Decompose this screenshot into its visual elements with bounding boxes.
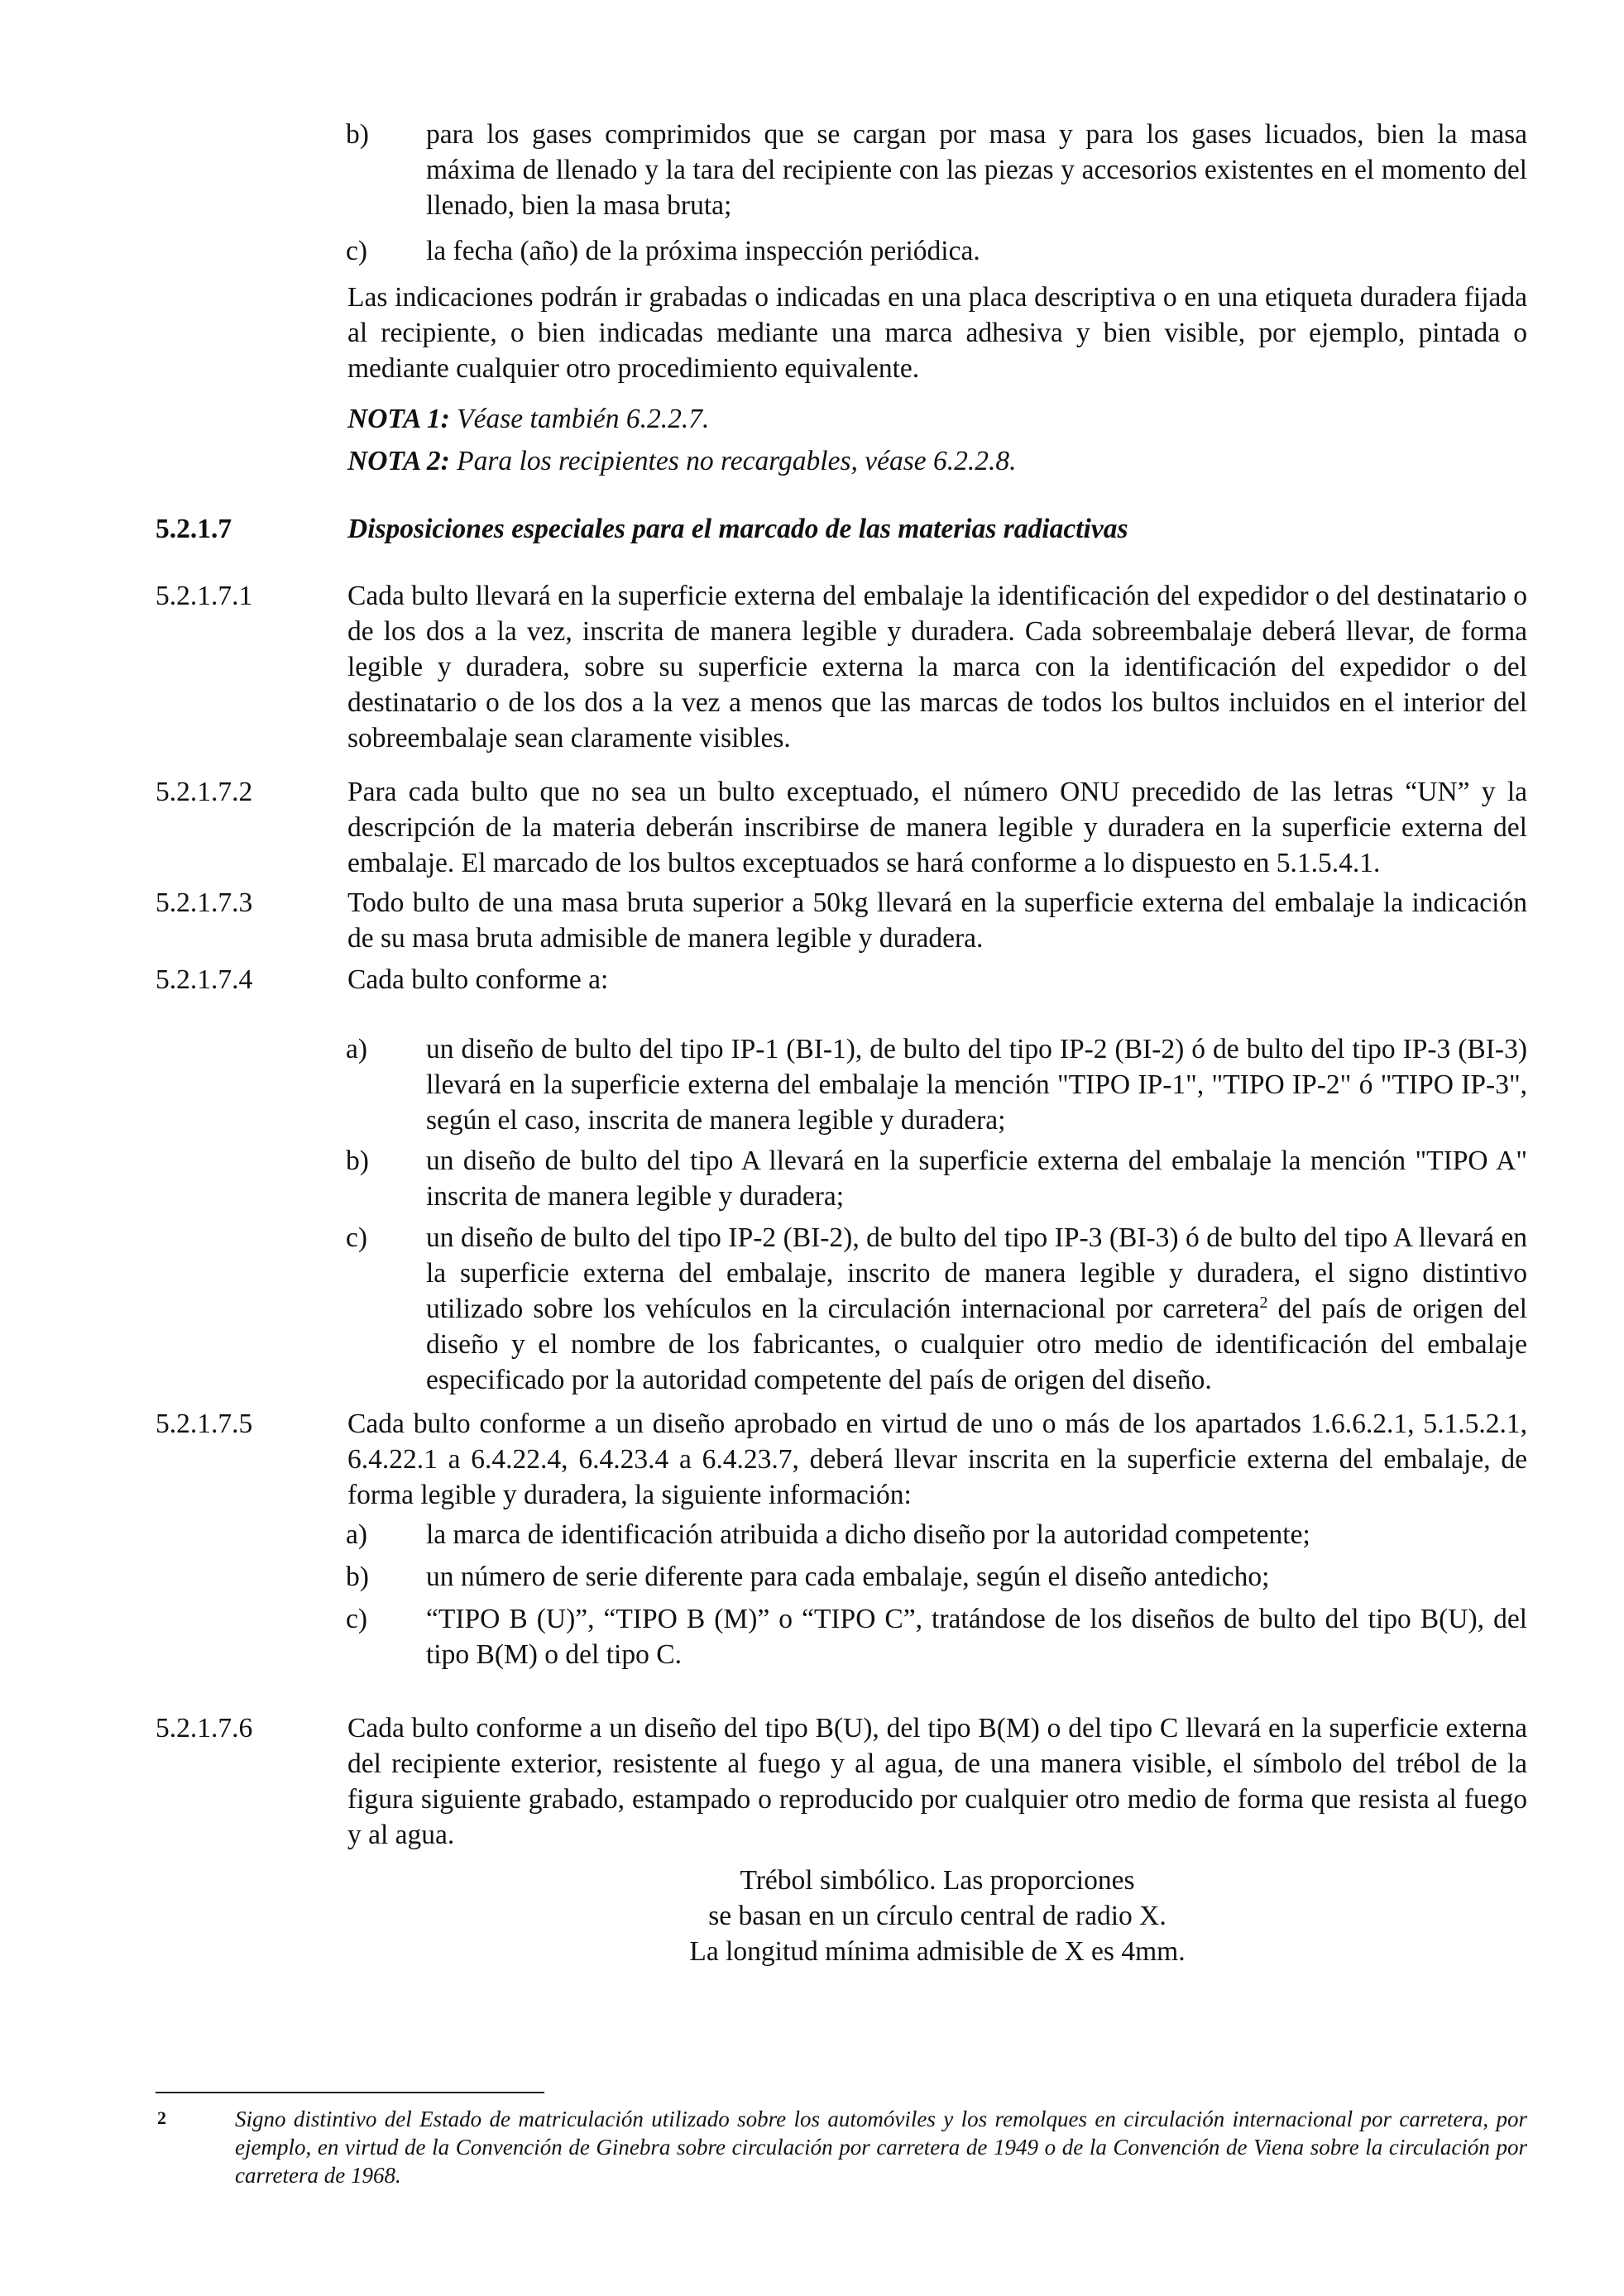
figure-caption	[347, 1863, 1527, 1969]
list-item-label: b)	[346, 119, 369, 150]
caption-line: La longitud mínima admisible de X es 4mm.	[689, 1936, 1186, 1967]
subsection-text: Cada bulto conforme a un diseño aprobado en virtud de uno o más de los apartados 1.6.6.2.1, 5.1.5.2.1, 6.4.22.1 a 6.4.22.4, 6.4.23.4 a 6.4.23.7, deberá llevar inscrita en la superficie externa del embalaje, de forma legible y duradera, la siguiente información:	[347, 1409, 1527, 1510]
list-item-text-part: del país de origen del diseño y el nombre de los fabricantes, o cualquier otro medio de identificación del embalaje especificado por la autoridad competente del país de origen del diseño.	[426, 1294, 1527, 1395]
list-item-label: b)	[346, 1146, 369, 1176]
note-text: Véase también 6.2.2.7.	[449, 404, 710, 434]
note	[347, 443, 1017, 479]
subsection-text: Cada bulto conforme a un diseño del tipo B(U), del tipo B(M) o del tipo C llevará en la superficie externa del recipiente exterior, resistente al fuego y al agua, de una manera visible, el símbolo del trébol de la figura siguiente grabado, estampado o reproducido por cualquier otro medio de forma que resista al fuego y al agua.	[347, 1713, 1527, 1850]
list-item-text	[426, 1220, 1527, 1398]
list-item-label: c)	[346, 1604, 368, 1634]
subsection-text: Cada bulto conforme a:	[347, 964, 609, 995]
list-item-text: un diseño de bulto del tipo A llevará en la superficie externa del embalaje la mención "TIPO A" inscrita de manera legible y duradera;	[426, 1146, 1527, 1212]
list-item-text: la marca de identificación atribuida a dicho diseño por la autoridad competente;	[426, 1519, 1310, 1550]
list-item-text: “TIPO B (U)”, “TIPO B (M)” o “TIPO C”, tratándose de los diseños de bulto del tipo B(U), del tipo B(M) o del tipo C.	[426, 1604, 1527, 1670]
list-item-label: c)	[346, 236, 368, 266]
list-item-label: b)	[346, 1562, 369, 1592]
caption-line: se basan en un círculo central de radio X.	[708, 1901, 1167, 1931]
list-item-text: la fecha (año) de la próxima inspección periódica.	[426, 236, 980, 266]
section-number: 5.2.1.7	[156, 514, 232, 544]
subsection-number: 5.2.1.7.1	[156, 581, 253, 611]
subsection-number: 5.2.1.7.6	[156, 1713, 253, 1744]
list-item-text: un número de serie diferente para cada embalaje, según el diseño antedicho;	[426, 1562, 1270, 1592]
list-item-label: c)	[346, 1222, 368, 1253]
list-item-text: para los gases comprimidos que se cargan por masa y para los gases licuados, bien la masa máxima de llenado y la tara del recipiente con las piezas y accesorios existentes en el momento del llenado, bien la masa bruta;	[426, 119, 1527, 221]
section-title: Disposiciones especiales para el marcado de las materias radiactivas	[347, 514, 1128, 544]
intro-paragraph: Las indicaciones podrán ir grabadas o indicadas en una placa descriptiva o en una etiqueta duradera fijada al recipiente, o bien indicadas mediante una marca adhesiva y bien visible, por ejemplo, pintada o mediante cualquier otro procedimiento equivalente.	[347, 282, 1527, 384]
note-label: NOTA 2:	[347, 446, 450, 476]
subsection-number: 5.2.1.7.2	[156, 777, 253, 807]
list-item-text-part: un diseño de bulto del tipo IP-2 (BI-2), de bulto del tipo IP-3 (BI-3) ó de bulto del tipo A llevará en la superficie externa del embalaje, inscrito de manera legible y duradera, el signo distintivo utilizado sobre los vehículos en la circulación internacional por carretera	[426, 1222, 1527, 1324]
subsection-number: 5.2.1.7.5	[156, 1409, 253, 1439]
note-text: Para los recipientes no recargables, véase 6.2.2.8.	[449, 446, 1017, 476]
list-item-label: a)	[346, 1034, 368, 1064]
footnote-reference[interactable]: 2	[1259, 1293, 1268, 1312]
footnote-separator	[156, 2092, 544, 2093]
subsection-number: 5.2.1.7.4	[156, 964, 253, 995]
footnote-text: Signo distintivo del Estado de matriculación utilizado sobre los automóviles y los remolques en circulación internacional por carretera, por ejemplo, en virtud de la Convención de Ginebra sobre circulación por carretera de 1949 o de la Convención de Viena sobre la circulación por carretera de 1968.	[235, 2107, 1527, 2188]
caption-line: Trébol simbólico. Las proporciones	[740, 1865, 1135, 1896]
subsection-number: 5.2.1.7.3	[156, 887, 253, 918]
subsection-text: Todo bulto de una masa bruta superior a 50kg llevará en la superficie externa del embalaje la indicación de su masa bruta admisible de manera legible y duradera.	[347, 887, 1527, 954]
note	[347, 401, 709, 437]
footnote-mark: 2	[157, 2107, 166, 2128]
list-item-label: a)	[346, 1519, 368, 1550]
subsection-text: Cada bulto llevará en la superficie externa del embalaje la identificación del expedidor o del destinatario o de los dos a la vez, inscrita de manera legible y duradera. Cada sobreembalaje deberá llevar, de forma legible y duradera, sobre su superficie externa la marca con la identificación del expedidor o del destinatario o de los dos a la vez a menos que las marcas de todos los bultos incluidos en el interior del sobreembalaje sean claramente visibles.	[347, 581, 1527, 753]
note-label: NOTA 1:	[347, 404, 450, 434]
list-item-text: un diseño de bulto del tipo IP-1 (BI-1), de bulto del tipo IP-2 (BI-2) ó de bulto del tipo IP-3 (BI-3) llevará en la superficie externa del embalaje la mención "TIPO IP-1", "TIPO IP-2" ó "TIPO IP-3", según el caso, inscrita de manera legible y duradera;	[426, 1034, 1527, 1136]
subsection-text: Para cada bulto que no sea un bulto exceptuado, el número ONU precedido de las letras “UN” y la descripción de la materia deberán inscribirse de manera legible y duradera en la superficie externa del embalaje. El marcado de los bultos exceptuados se hará conforme a lo dispuesto en 5.1.5.4.1.	[347, 777, 1527, 878]
